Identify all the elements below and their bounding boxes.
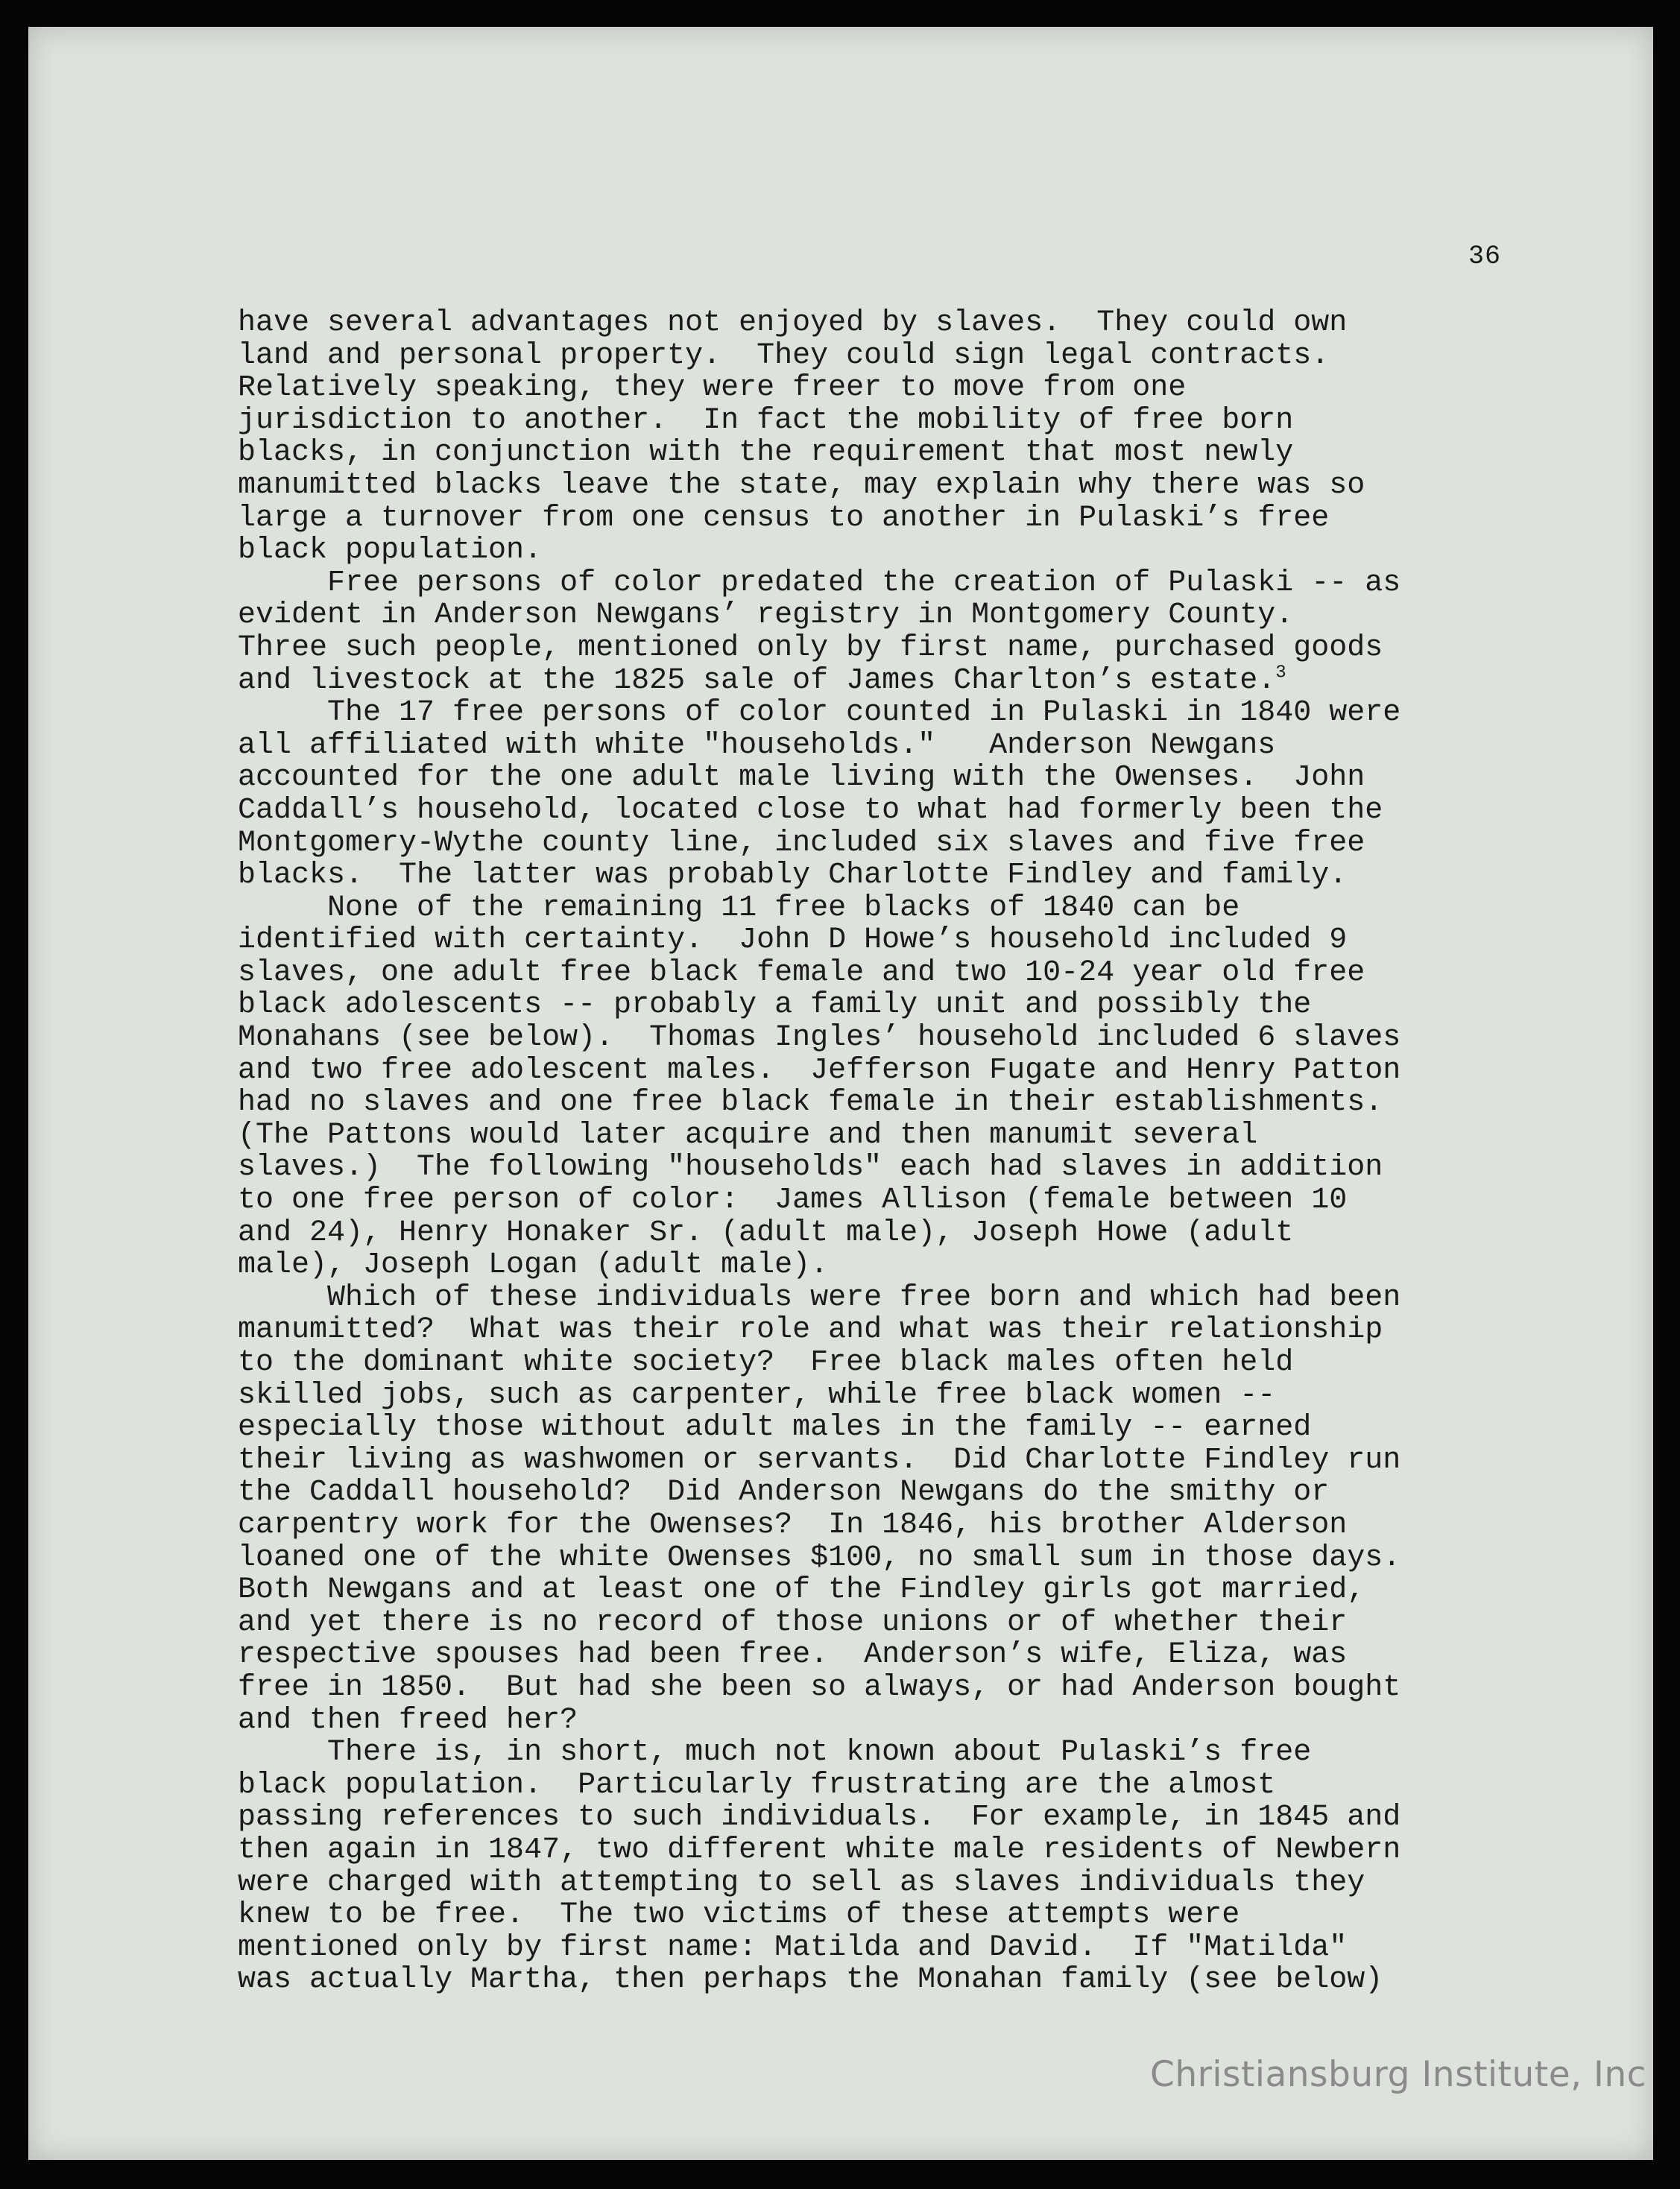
line-text: and then freed her?	[238, 1703, 578, 1737]
line-text: then again in 1847, two different white male residents of Newbern	[238, 1833, 1401, 1867]
text-line	[238, 665, 1535, 698]
text-line	[238, 1444, 1535, 1477]
text-line	[238, 534, 1535, 567]
body-text	[238, 307, 1535, 1997]
line-text: was actually Martha, then perhaps the Monahan family (see below)	[238, 1963, 1383, 1997]
line-text: blacks. The latter was probably Charlotte Findley and family.	[238, 859, 1348, 893]
line-text: manumitted blacks leave the state, may explain why there was so	[238, 468, 1365, 502]
text-line	[238, 405, 1535, 438]
line-text: None of the remaining 11 free blacks of 1840 can be	[238, 891, 1240, 925]
text-line	[238, 989, 1535, 1022]
line-text: Both Newgans and at least one of the Findley girls got married,	[238, 1573, 1365, 1608]
line-text: and 24), Henry Honaker Sr. (adult male), Joseph Howe (adult	[238, 1216, 1294, 1250]
text-line	[238, 1899, 1535, 1932]
text-line	[238, 1314, 1535, 1347]
text-line	[238, 470, 1535, 502]
text-line	[238, 1184, 1535, 1217]
line-text: slaves.) The following "households" each had slaves in addition	[238, 1151, 1383, 1185]
text-line	[238, 1412, 1535, 1444]
text-line	[238, 1639, 1535, 1672]
line-text: Monahans (see below). Thomas Ingles’ household included 6 slaves	[238, 1021, 1401, 1055]
text-line	[238, 1867, 1535, 1900]
text-line	[238, 1087, 1535, 1119]
text-line	[238, 1282, 1535, 1315]
line-text: land and personal property. They could sign legal contracts.	[238, 338, 1330, 373]
line-text: their living as washwomen or servants. Did Charlotte Findley run	[238, 1443, 1401, 1477]
text-line	[238, 762, 1535, 795]
text-line	[238, 859, 1535, 892]
line-text: The 17 free persons of color counted in Pulaski in 1840 were	[238, 696, 1401, 730]
line-text: manumitted? What was their role and what was their relationship	[238, 1313, 1383, 1348]
line-text: Free persons of color predated the creation of Pulaski -- as	[238, 566, 1401, 600]
text-line	[238, 1217, 1535, 1250]
text-line	[238, 924, 1535, 957]
line-text: knew to be free. The two victims of these attempts were	[238, 1898, 1240, 1933]
text-line	[238, 1249, 1535, 1282]
text-line	[238, 1834, 1535, 1867]
line-text: (The Pattons would later acquire and then manumit several	[238, 1118, 1258, 1152]
text-line	[238, 1769, 1535, 1802]
line-text: especially those without adult males in the family -- earned	[238, 1411, 1312, 1445]
text-line	[238, 1672, 1535, 1705]
line-text: Relatively speaking, they were freer to move from one	[238, 371, 1187, 405]
watermark: Christiansburg Institute, Inc	[1150, 2054, 1646, 2095]
line-text: Caddall’s household, located close to what had formerly been the	[238, 793, 1383, 827]
line-text: have several advantages not enjoyed by slaves. They could own	[238, 306, 1348, 340]
text-line	[238, 730, 1535, 762]
line-text: black population.	[238, 534, 543, 568]
text-line	[238, 1607, 1535, 1640]
line-text: the Caddall household? Did Anderson Newgans do the smithy or	[238, 1476, 1330, 1510]
line-text: to one free person of color: James Allison (female between 10	[238, 1184, 1348, 1218]
text-line	[238, 340, 1535, 373]
line-text: identified with certainty. John D Howe’s household included 9	[238, 923, 1348, 958]
text-line	[238, 1347, 1535, 1380]
line-text: Montgomery-Wythe county line, included six slaves and five free	[238, 826, 1365, 860]
line-text: and yet there is no record of those unions or of whether their	[238, 1605, 1348, 1640]
text-line	[238, 372, 1535, 405]
line-text: accounted for the one adult male living with the Owenses. John	[238, 761, 1365, 795]
line-text: loaned one of the white Owenses $100, no small sum in those days.	[238, 1541, 1401, 1575]
text-line	[238, 957, 1535, 990]
text-line	[238, 1705, 1535, 1737]
line-text: mentioned only by first name: Matilda and David. If "Matilda"	[238, 1930, 1348, 1965]
text-line	[238, 1022, 1535, 1055]
text-line	[238, 599, 1535, 632]
text-line	[238, 1119, 1535, 1152]
line-text: to the dominant white society? Free black males often held	[238, 1346, 1294, 1380]
text-line	[238, 437, 1535, 470]
line-text: free in 1850. But had she been so always, or had Anderson bought	[238, 1670, 1401, 1705]
text-line	[238, 632, 1535, 665]
text-line	[238, 1964, 1535, 1997]
text-line	[238, 697, 1535, 730]
line-text: all affiliated with white "households." Anderson Newgans	[238, 728, 1276, 762]
document-page	[28, 27, 1653, 2160]
page-number: 36	[1468, 241, 1502, 271]
line-text: black adolescents -- probably a family unit and possibly the	[238, 988, 1312, 1023]
line-text: Three such people, mentioned only by first name, purchased goods	[238, 631, 1383, 665]
text-line	[238, 1152, 1535, 1184]
text-line	[238, 1801, 1535, 1834]
text-line	[238, 1574, 1535, 1607]
line-text: and two free adolescent males. Jefferson Fugate and Henry Patton	[238, 1053, 1401, 1087]
line-text: black population. Particularly frustrating are the almost	[238, 1768, 1276, 1802]
line-text: Which of these individuals were free born and which had been	[238, 1280, 1401, 1315]
text-line	[238, 1055, 1535, 1087]
text-line	[238, 1932, 1535, 1965]
text-line	[238, 307, 1535, 340]
line-text: slaves, one adult free black female and two 10-24 year old free	[238, 955, 1365, 990]
text-line	[238, 1509, 1535, 1542]
text-line	[238, 1476, 1535, 1509]
text-line	[238, 827, 1535, 860]
line-text: respective spouses had been free. Anderson’s wife, Eliza, was	[238, 1638, 1348, 1672]
text-line	[238, 892, 1535, 925]
text-line	[238, 502, 1535, 535]
text-line	[238, 795, 1535, 827]
line-text: There is, in short, much not known about Pulaski’s free	[238, 1736, 1312, 1770]
line-text: male), Joseph Logan (adult male).	[238, 1248, 829, 1283]
line-text: were charged with attempting to sell as slaves individuals they	[238, 1866, 1365, 1900]
line-text: and livestock at the 1825 sale of James Charlton’s estate.	[238, 663, 1276, 698]
line-text: blacks, in conjunction with the requirement that most newly	[238, 436, 1294, 470]
line-text: skilled jobs, such as carpenter, while free black women --	[238, 1378, 1276, 1412]
line-text: had no slaves and one free black female in their establishments.	[238, 1086, 1383, 1120]
line-text: large a turnover from one census to another in Pulaski’s free	[238, 501, 1330, 535]
line-text: evident in Anderson Newgans’ registry in Montgomery County.	[238, 598, 1294, 633]
text-line	[238, 1542, 1535, 1575]
line-text: jurisdiction to another. In fact the mobility of free born	[238, 403, 1294, 438]
text-line	[238, 567, 1535, 600]
line-text: passing references to such individuals. For example, in 1845 and	[238, 1801, 1401, 1835]
text-line	[238, 1737, 1535, 1769]
text-line	[238, 1380, 1535, 1412]
footnote-reference: 3	[1275, 663, 1286, 683]
line-text: carpentry work for the Owenses? In 1846, his brother Alderson	[238, 1508, 1348, 1542]
